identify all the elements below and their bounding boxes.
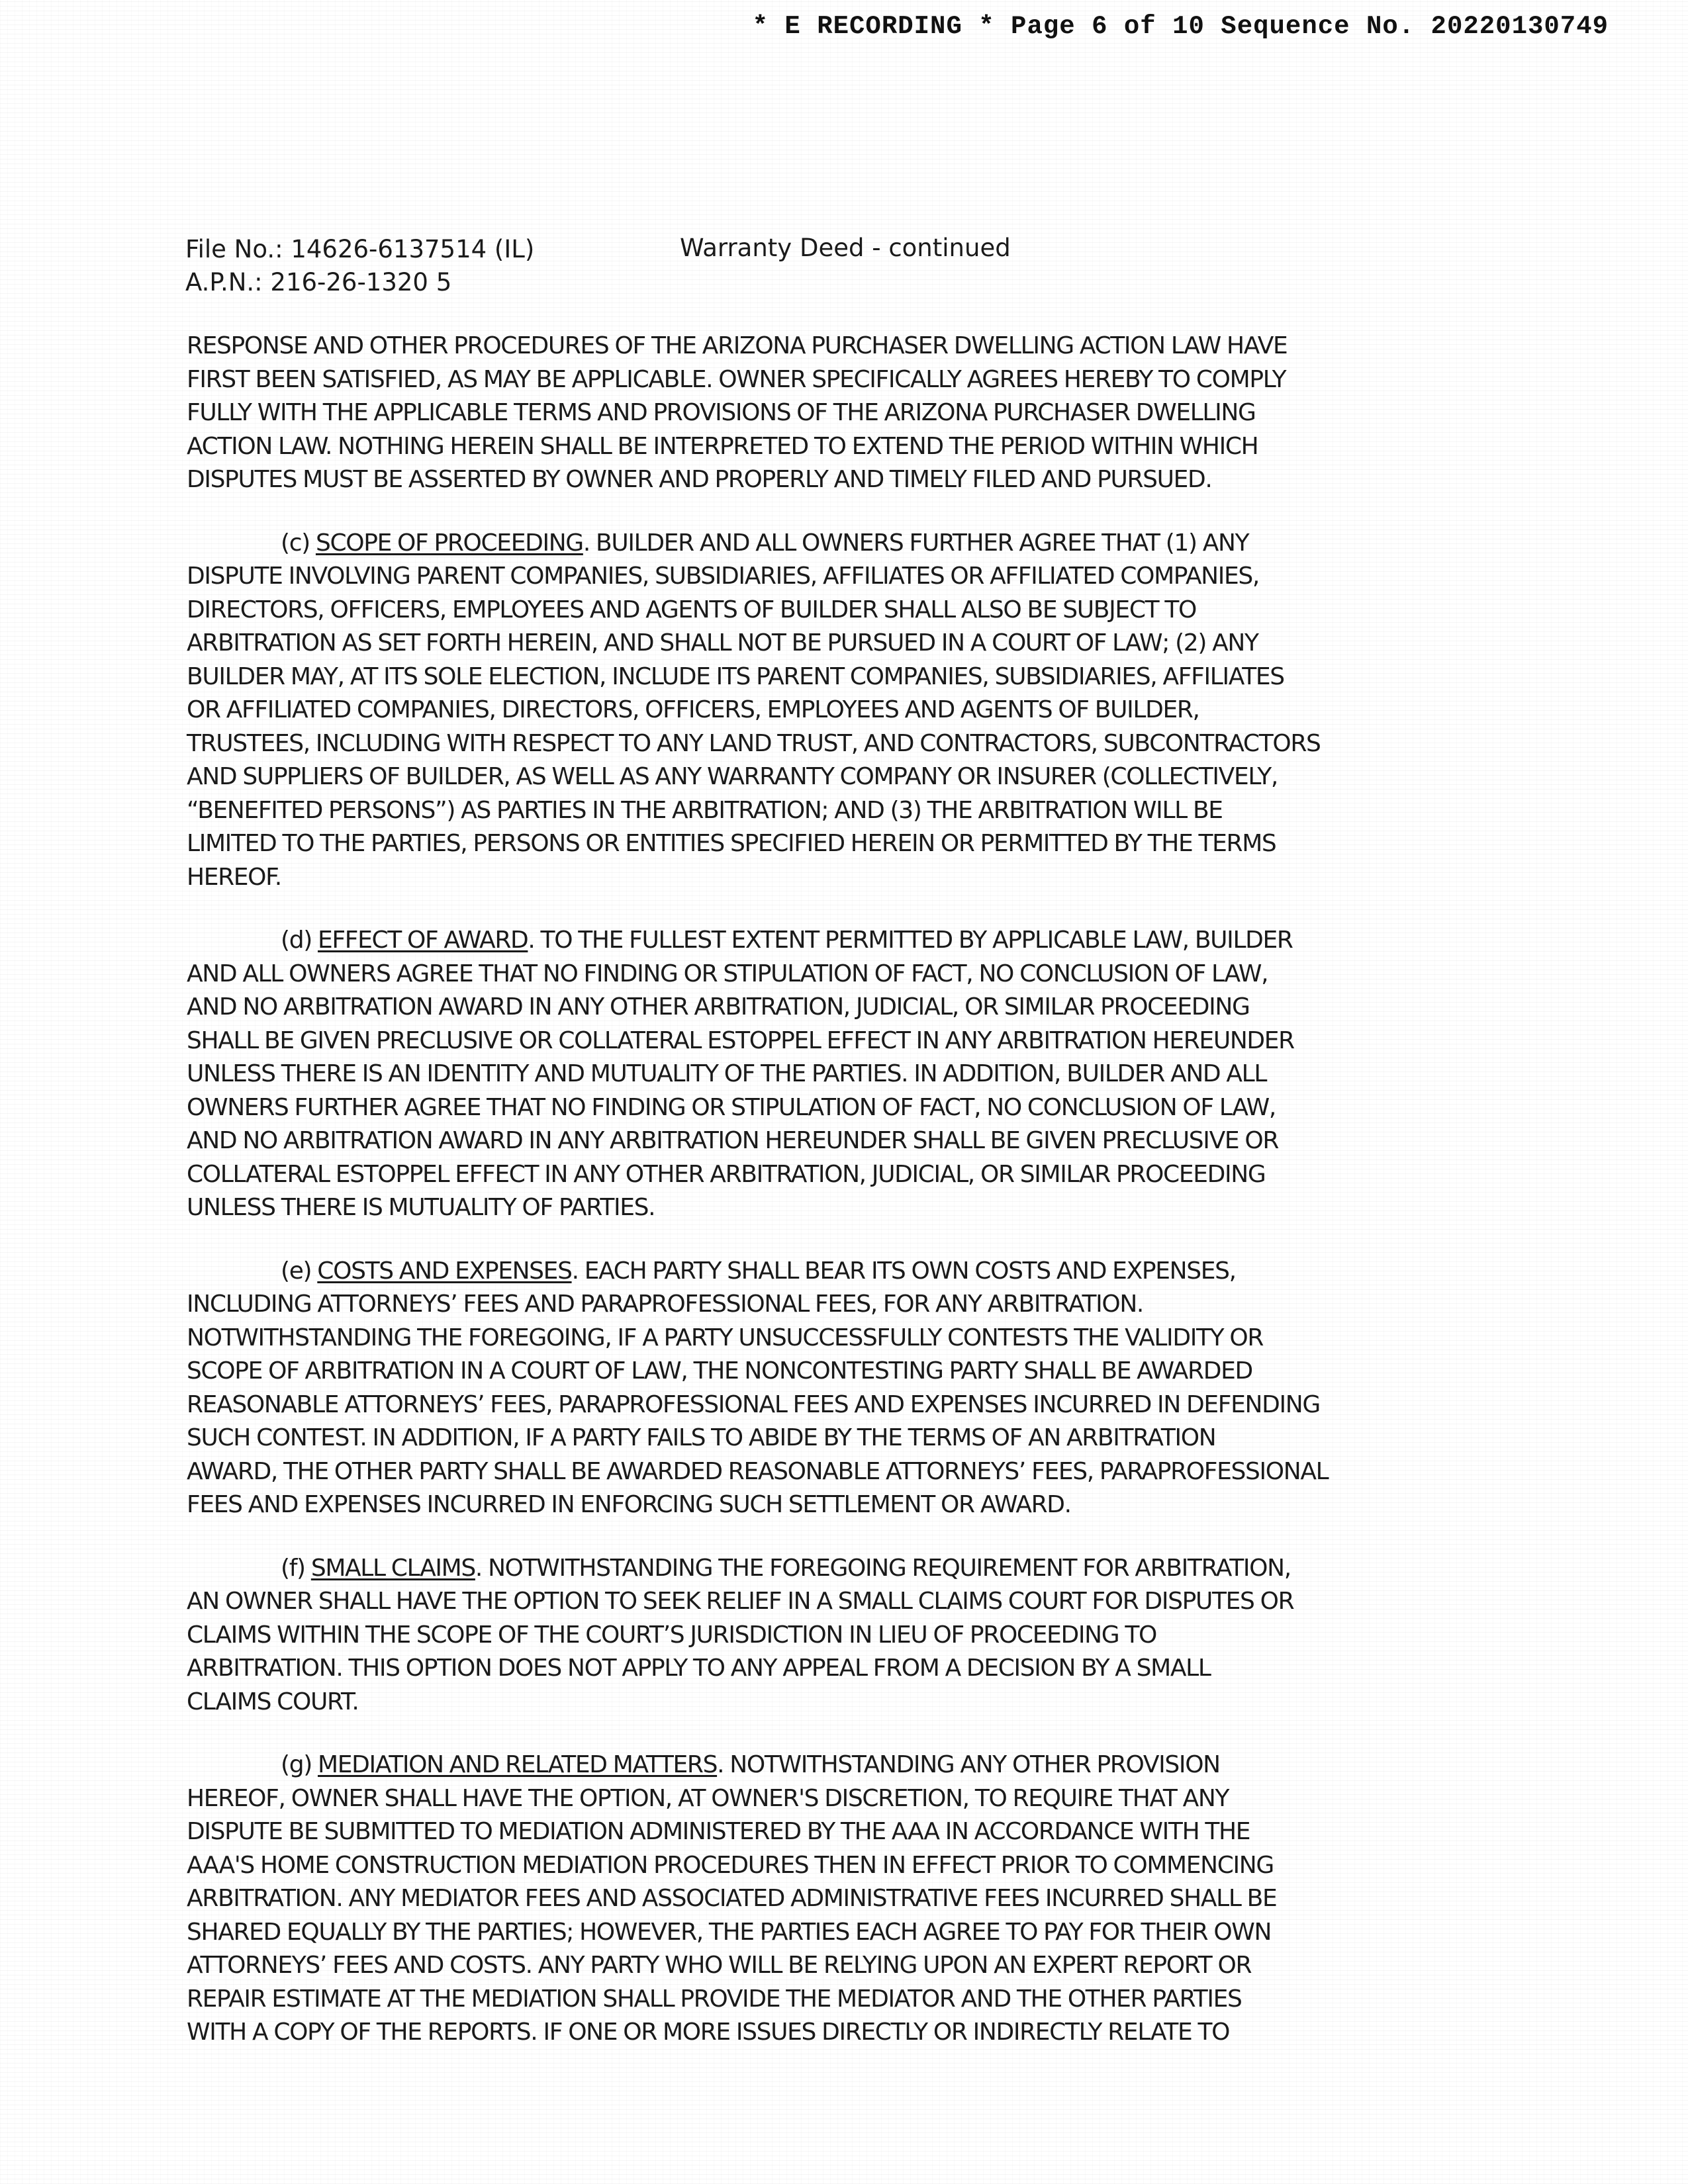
text-line: FEES AND EXPENSES INCURRED IN ENFORCING SUCH SETTLEMENT OR AWARD. — [187, 1491, 1071, 1518]
text-line: COLLATERAL ESTOPPEL EFFECT IN ANY OTHER ARBITRATION, JUDICIAL, OR SIMILAR PROCEEDING — [187, 1160, 1266, 1188]
section-heading: MEDIATION AND RELATED MATTERS — [318, 1751, 718, 1778]
text-line — [187, 527, 1511, 561]
text-line — [187, 924, 1511, 958]
text-line — [187, 1552, 1511, 1586]
text-line: ARBITRATION AS SET FORTH HEREIN, AND SHALL NOT BE PURSUED IN A COURT OF LAW; (2) ANY — [187, 629, 1258, 657]
text-line: DISPUTE INVOLVING PARENT COMPANIES, SUBSIDIARIES, AFFILIATES OR AFFILIATED COMPANIES, — [187, 563, 1259, 590]
recording-header: * E RECORDING * Page 6 of 10 Sequence No. 20220130749 — [752, 12, 1609, 41]
text-line: HEREOF, OWNER SHALL HAVE THE OPTION, AT OWNER'S DISCRETION, TO REQUIRE THAT ANY — [187, 1784, 1229, 1812]
document-body — [187, 330, 1511, 2050]
text-line — [187, 1749, 1511, 1782]
section-first-line: . TO THE FULLEST EXTENT PERMITTED BY APPLICABLE LAW, BUILDER — [528, 927, 1293, 954]
deed-title: Warranty Deed - continued — [680, 234, 1011, 262]
text-line: UNLESS THERE IS AN IDENTITY AND MUTUALITY OF THE PARTIES. IN ADDITION, BUILDER AND ALL — [187, 1060, 1267, 1087]
text-line: DIRECTORS, OFFICERS, EMPLOYEES AND AGENTS OF BUILDER SHALL ALSO BE SUBJECT TO — [187, 596, 1196, 623]
text-line: HEREOF. — [187, 863, 281, 891]
file-info-block — [185, 233, 534, 299]
text-line: REASONABLE ATTORNEYS’ FEES, PARAPROFESSIONAL FEES AND EXPENSES INCURRED IN DEFENDING — [187, 1390, 1320, 1418]
text-line: AND NO ARBITRATION AWARD IN ANY ARBITRATION HEREUNDER SHALL BE GIVEN PRECLUSIVE OR — [187, 1127, 1278, 1154]
text-line: OR AFFILIATED COMPANIES, DIRECTORS, OFFICERS, EMPLOYEES AND AGENTS OF BUILDER, — [187, 696, 1199, 723]
text-line: LIMITED TO THE PARTIES, PERSONS OR ENTITIES SPECIFIED HEREIN OR PERMITTED BY THE TERMS — [187, 830, 1276, 857]
section-label: (f) — [281, 1554, 311, 1582]
text-line: BUILDER MAY, AT ITS SOLE ELECTION, INCLUDE ITS PARENT COMPANIES, SUBSIDIARIES, AFFILIATES — [187, 662, 1284, 690]
text-line: AAA'S HOME CONSTRUCTION MEDIATION PROCEDURES THEN IN EFFECT PRIOR TO COMMENCING — [187, 1851, 1274, 1879]
text-line: “BENEFITED PERSONS”) AS PARTIES IN THE ARBITRATION; AND (3) THE ARBITRATION WILL BE — [187, 796, 1223, 824]
section-heading: SCOPE OF PROCEEDING — [315, 529, 583, 557]
text-line: INCLUDING ATTORNEYS’ FEES AND PARAPROFESSIONAL FEES, FOR ANY ARBITRATION. — [187, 1291, 1144, 1318]
text-line: SCOPE OF ARBITRATION IN A COURT OF LAW, THE NONCONTESTING PARTY SHALL BE AWARDED — [187, 1357, 1252, 1385]
text-line: AND NO ARBITRATION AWARD IN ANY OTHER ARBITRATION, JUDICIAL, OR SIMILAR PROCEEDING — [187, 993, 1250, 1021]
section-heading: SMALL CLAIMS — [310, 1554, 475, 1582]
text-line: NOTWITHSTANDING THE FOREGOING, IF A PARTY UNSUCCESSFULLY CONTESTS THE VALIDITY OR — [187, 1324, 1263, 1351]
section-first-line: . NOTWITHSTANDING ANY OTHER PROVISION — [717, 1751, 1220, 1778]
section-heading: COSTS AND EXPENSES — [317, 1257, 572, 1285]
section-label: (e) — [281, 1257, 318, 1285]
section-d-effect-of-award — [187, 924, 1511, 1225]
text-line: REPAIR ESTIMATE AT THE MEDIATION SHALL PROVIDE THE MEDIATOR AND THE OTHER PARTIES — [187, 1985, 1242, 2013]
section-c-scope-of-proceeding — [187, 527, 1511, 895]
text-line: ATTORNEYS’ FEES AND COSTS. ANY PARTY WHO WILL BE RELYING UPON AN EXPERT REPORT OR — [187, 1952, 1252, 1979]
apn-number: A.P.N.: 216-26-1320 5 — [185, 268, 452, 296]
text-line: FIRST BEEN SATISFIED, AS MAY BE APPLICABLE. OWNER SPECIFICALLY AGREES HEREBY TO COMPLY — [187, 365, 1286, 393]
text-line: SHARED EQUALLY BY THE PARTIES; HOWEVER, THE PARTIES EACH AGREE TO PAY FOR THEIR OWN — [187, 1918, 1272, 1946]
text-line: RESPONSE AND OTHER PROCEDURES OF THE ARIZONA PURCHASER DWELLING ACTION LAW HAVE — [187, 332, 1288, 359]
section-e-costs-and-expenses — [187, 1255, 1511, 1522]
text-line — [187, 1255, 1511, 1289]
text-line: AND ALL OWNERS AGREE THAT NO FINDING OR STIPULATION OF FACT, NO CONCLUSION OF LAW, — [187, 960, 1268, 987]
text-line: CLAIMS COURT. — [187, 1688, 359, 1715]
file-number: File No.: 14626-6137514 (IL) — [185, 235, 535, 263]
text-line: SUCH CONTEST. IN ADDITION, IF A PARTY FAILS TO ABIDE BY THE TERMS OF AN ARBITRATION — [187, 1424, 1216, 1451]
text-line: ARBITRATION. THIS OPTION DOES NOT APPLY TO ANY APPEAL FROM A DECISION BY A SMALL — [187, 1655, 1211, 1682]
text-line: OWNERS FURTHER AGREE THAT NO FINDING OR STIPULATION OF FACT, NO CONCLUSION OF LAW, — [187, 1093, 1276, 1121]
text-line: WITH A COPY OF THE REPORTS. IF ONE OR MORE ISSUES DIRECTLY OR INDIRECTLY RELATE TO — [187, 2019, 1230, 2046]
section-f-small-claims — [187, 1552, 1511, 1719]
text-line: TRUSTEES, INCLUDING WITH RESPECT TO ANY LAND TRUST, AND CONTRACTORS, SUBCONTRACTORS — [187, 729, 1321, 757]
text-line: UNLESS THERE IS MUTUALITY OF PARTIES. — [187, 1194, 655, 1221]
text-line: AND SUPPLIERS OF BUILDER, AS WELL AS ANY WARRANTY COMPANY OR INSURER (COLLECTIVELY, — [187, 763, 1278, 790]
text-line: ACTION LAW. NOTHING HEREIN SHALL BE INTERPRETED TO EXTEND THE PERIOD WITHIN WHICH — [187, 432, 1258, 460]
text-line: CLAIMS WITHIN THE SCOPE OF THE COURT’S JURISDICTION IN LIEU OF PROCEEDING TO — [187, 1621, 1156, 1649]
section-g-mediation — [187, 1749, 1511, 2050]
text-line: ARBITRATION. ANY MEDIATOR FEES AND ASSOCIATED ADMINISTRATIVE FEES INCURRED SHALL BE — [187, 1885, 1277, 1912]
section-label: (d) — [281, 927, 318, 954]
text-line: DISPUTES MUST BE ASSERTED BY OWNER AND PROPERLY AND TIMELY FILED AND PURSUED. — [187, 466, 1212, 493]
text-line: AN OWNER SHALL HAVE THE OPTION TO SEEK RELIEF IN A SMALL CLAIMS COURT FOR DISPUTES OR — [187, 1588, 1294, 1615]
section-first-line: . NOTWITHSTANDING THE FOREGOING REQUIREMENT FOR ARBITRATION, — [475, 1554, 1291, 1582]
section-heading: EFFECT OF AWARD — [318, 927, 528, 954]
section-first-line: . BUILDER AND ALL OWNERS FURTHER AGREE THAT (1) ANY — [583, 529, 1249, 557]
text-line: FULLY WITH THE APPLICABLE TERMS AND PROVISIONS OF THE ARIZONA PURCHASER DWELLING — [187, 399, 1256, 426]
text-line: SHALL BE GIVEN PRECLUSIVE OR COLLATERAL ESTOPPEL EFFECT IN ANY ARBITRATION HEREUNDER — [187, 1026, 1294, 1054]
text-line: DISPUTE BE SUBMITTED TO MEDIATION ADMINISTERED BY THE AAA IN ACCORDANCE WITH THE — [187, 1818, 1250, 1845]
section-label: (c) — [281, 529, 316, 557]
section-label: (g) — [281, 1751, 318, 1778]
text-line: AWARD, THE OTHER PARTY SHALL BE AWARDED REASONABLE ATTORNEYS’ FEES, PARAPROFESSIONAL — [187, 1457, 1329, 1485]
intro-paragraph — [187, 330, 1511, 497]
section-first-line: . EACH PARTY SHALL BEAR ITS OWN COSTS AND EXPENSES, — [571, 1257, 1236, 1285]
